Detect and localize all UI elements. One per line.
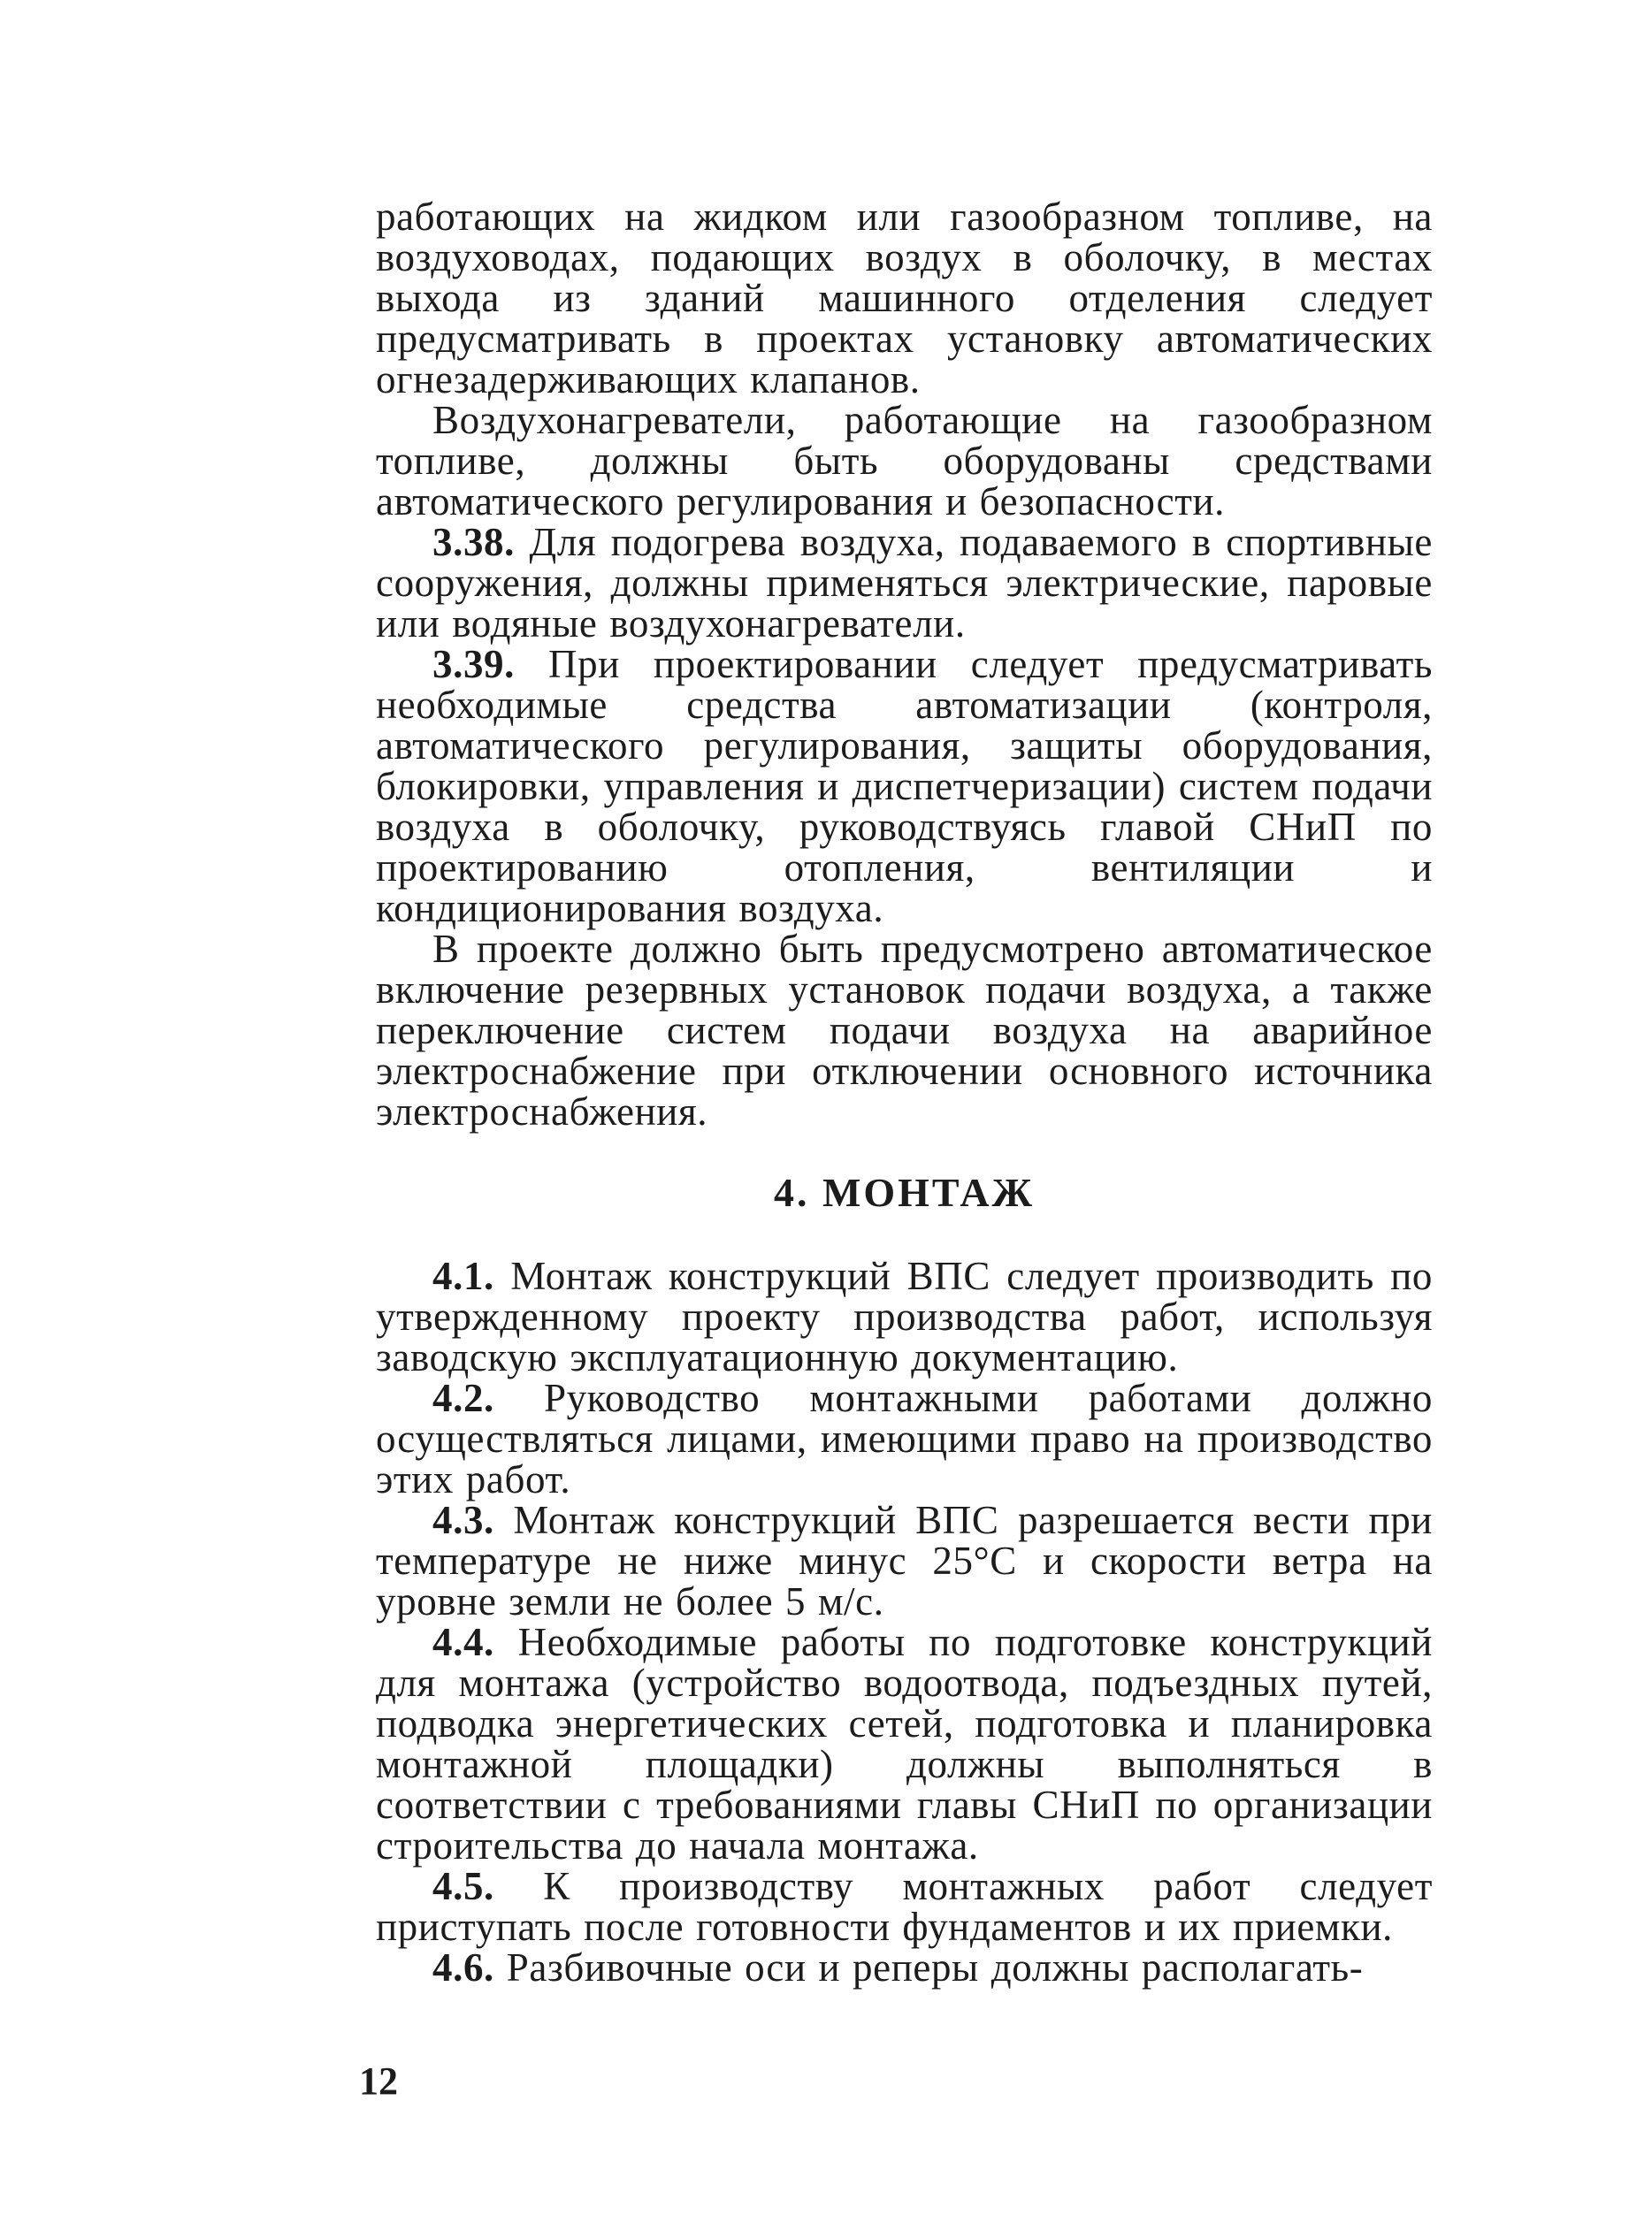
paragraph-4-2 — [376, 1378, 1433, 1500]
paragraph-4-5 — [376, 1866, 1433, 1947]
paragraph-text: Монтаж конструкций ВПС разрешается вести при температуре не ниже минус 25°С и скорости ветра на уровне земли не более 5 м/с. — [376, 1498, 1433, 1624]
paragraph-number: 4.6. — [432, 1945, 494, 1990]
paragraph-number: 4.3. — [432, 1498, 494, 1542]
section-4-heading: 4. МОНТАЖ — [773, 1170, 1036, 1215]
paragraph-number: 4.5. — [432, 1864, 494, 1908]
section-3-continuation — [376, 196, 1433, 1132]
paragraph-air-heaters: Воздухонагреватели, работающие на газообразном топливе, должны быть оборудованы средствами автоматического регулирования и безопасности. — [376, 398, 1433, 523]
paragraph-text: Монтаж конструкций ВПС следует производить по утвержденному проекту производства работ, используя заводскую эксплуатационную документацию. — [376, 1254, 1433, 1379]
paragraph-number: 3.39. — [432, 642, 515, 686]
paragraph-number: 4.1. — [432, 1254, 494, 1298]
paragraph-4-1 — [376, 1256, 1433, 1378]
paragraph-text: Для подогрева воздуха, подаваемого в спортивные сооружения, должны применяться электрические, паровые или водяные воздухонагреватели. — [376, 520, 1433, 646]
paragraph-text: При проектировании следует предусматривать необходимые средства автоматизации (контроля, автоматического регулирования, защиты оборудования, блокировки, управления и диспетчеризации) систем подачи воздуха в оболочку, руководствуясь главой СНиП по проектированию отопления, вентиляции и кондиционирования воздуха. — [376, 642, 1434, 930]
paragraph-4-4 — [376, 1622, 1433, 1866]
section-4-body — [376, 1256, 1433, 1988]
paragraph-text: К производству монтажных работ следует приступать после готовности фундаментов и их приемки. — [376, 1864, 1433, 1949]
paragraph-project-automation: В проекте должно быть предусмотрено автоматическое включение резервных установок подачи воздуха, а также переключение систем подачи воздуха на аварийное электроснабжение при отключении основного источника электроснабжения. — [376, 927, 1433, 1134]
paragraph-number: 4.4. — [432, 1620, 494, 1664]
page-number: 12 — [359, 2059, 398, 2103]
paragraph-text: Руководство монтажными работами должно осуществляться лицами, имеющими право на производство этих работ. — [376, 1376, 1433, 1501]
paragraph-4-6 — [376, 1947, 1433, 1988]
paragraph-number: 4.2. — [432, 1376, 494, 1420]
paragraph-3-38 — [376, 522, 1433, 644]
paragraph-continuation: работающих на жидком или газообразном топливе, на воздуховодах, подающих воздух в оболочку, в местах выхода из зданий машинного отделения следует предусматривать в проектах установку автоматических огнезадерживающих клапанов. — [376, 195, 1433, 401]
paragraph-number: 3.38. — [432, 520, 515, 564]
paragraph-text: Разбивочные оси и реперы должны располагать- — [506, 1945, 1364, 1990]
paragraph-3-39 — [376, 644, 1433, 928]
paragraph-text: Необходимые работы по подготовке конструкций для монтажа (устройство водоотвода, подъездных путей, подводка энергетических сетей, подготовка и планировка монтажной площадки) должны выполняться в соответствии с требованиями главы СНиП по организации строительства до начала монтажа. — [376, 1620, 1433, 1868]
paragraph-4-3 — [376, 1500, 1433, 1622]
